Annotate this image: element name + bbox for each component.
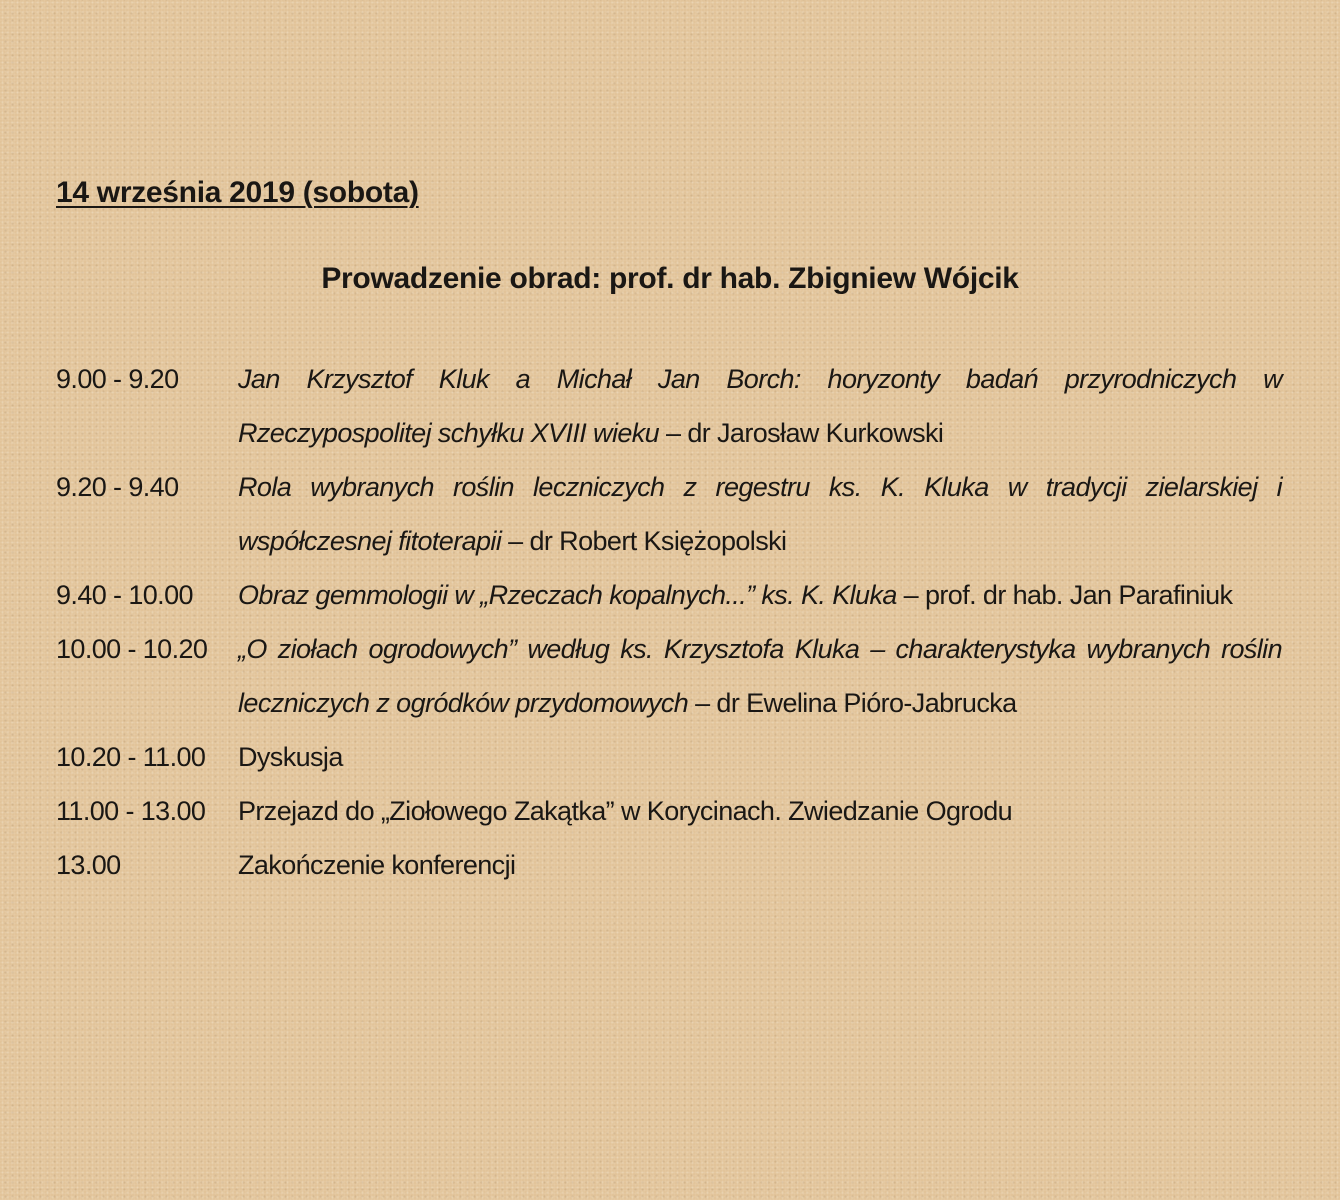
entry-time: 10.00 - 10.20 <box>56 634 208 664</box>
talk-title: „O ziołach ogrodowych” według ks. Krzysztofa Kluka – charakterystyka wybranych roślin leczniczych z ogródków przydomowych <box>238 634 1282 718</box>
speaker-name: prof. dr hab. Jan Parafiniuk <box>925 580 1233 610</box>
title-separator: – <box>501 526 530 556</box>
schedule-list <box>56 352 1282 892</box>
entry-description <box>238 352 1282 460</box>
speaker-name: dr Ewelina Pióro-Jabrucka <box>716 688 1017 718</box>
entry-time: 11.00 - 13.00 <box>56 796 206 826</box>
schedule-entry <box>56 838 1282 892</box>
entry-time: 9.40 - 10.00 <box>56 580 193 610</box>
schedule-entry <box>56 352 1282 460</box>
session-chair: Prowadzenie obrad: prof. dr hab. Zbigniew Wójcik <box>321 262 1019 295</box>
speaker-name: dr Jarosław Kurkowski <box>687 418 944 448</box>
entry-description <box>238 460 1282 568</box>
date-heading: 14 września 2019 (sobota) <box>56 176 419 209</box>
entry-time: 13.00 <box>56 850 121 880</box>
entry-time: 10.20 - 11.00 <box>56 742 206 772</box>
entry-time: 9.20 - 9.40 <box>56 472 179 502</box>
schedule-entry <box>56 568 1282 622</box>
title-separator: – <box>688 688 717 718</box>
entry-description: Przejazd do „Ziołowego Zakątka” w Korycinach. Zwiedzanie Ogrodu <box>238 796 1013 826</box>
entry-description: Dyskusja <box>238 742 343 772</box>
talk-title: Obraz gemmologii w „Rzeczach kopalnych...” ks. K. Kluka <box>238 580 897 610</box>
title-separator: – <box>659 418 688 448</box>
entry-description: Zakończenie konferencji <box>238 850 516 880</box>
schedule-entry <box>56 460 1282 568</box>
entry-description <box>238 568 1282 622</box>
schedule-entry <box>56 784 1282 838</box>
schedule-entry <box>56 622 1282 730</box>
speaker-name: dr Robert Księżopolski <box>529 526 787 556</box>
schedule-entry <box>56 730 1282 784</box>
talk-title: Jan Krzysztof Kluk a Michał Jan Borch: horyzonty badań przyrodniczych w Rzeczypospolitej schyłku XVIII wieku <box>238 364 1282 448</box>
talk-title: Rola wybranych roślin leczniczych z regestru ks. K. Kluka w tradycji zielarskiej i współczesnej fitoterapii <box>238 472 1282 556</box>
title-separator: – <box>896 580 925 610</box>
entry-description <box>238 622 1282 730</box>
entry-time: 9.00 - 9.20 <box>56 364 179 394</box>
